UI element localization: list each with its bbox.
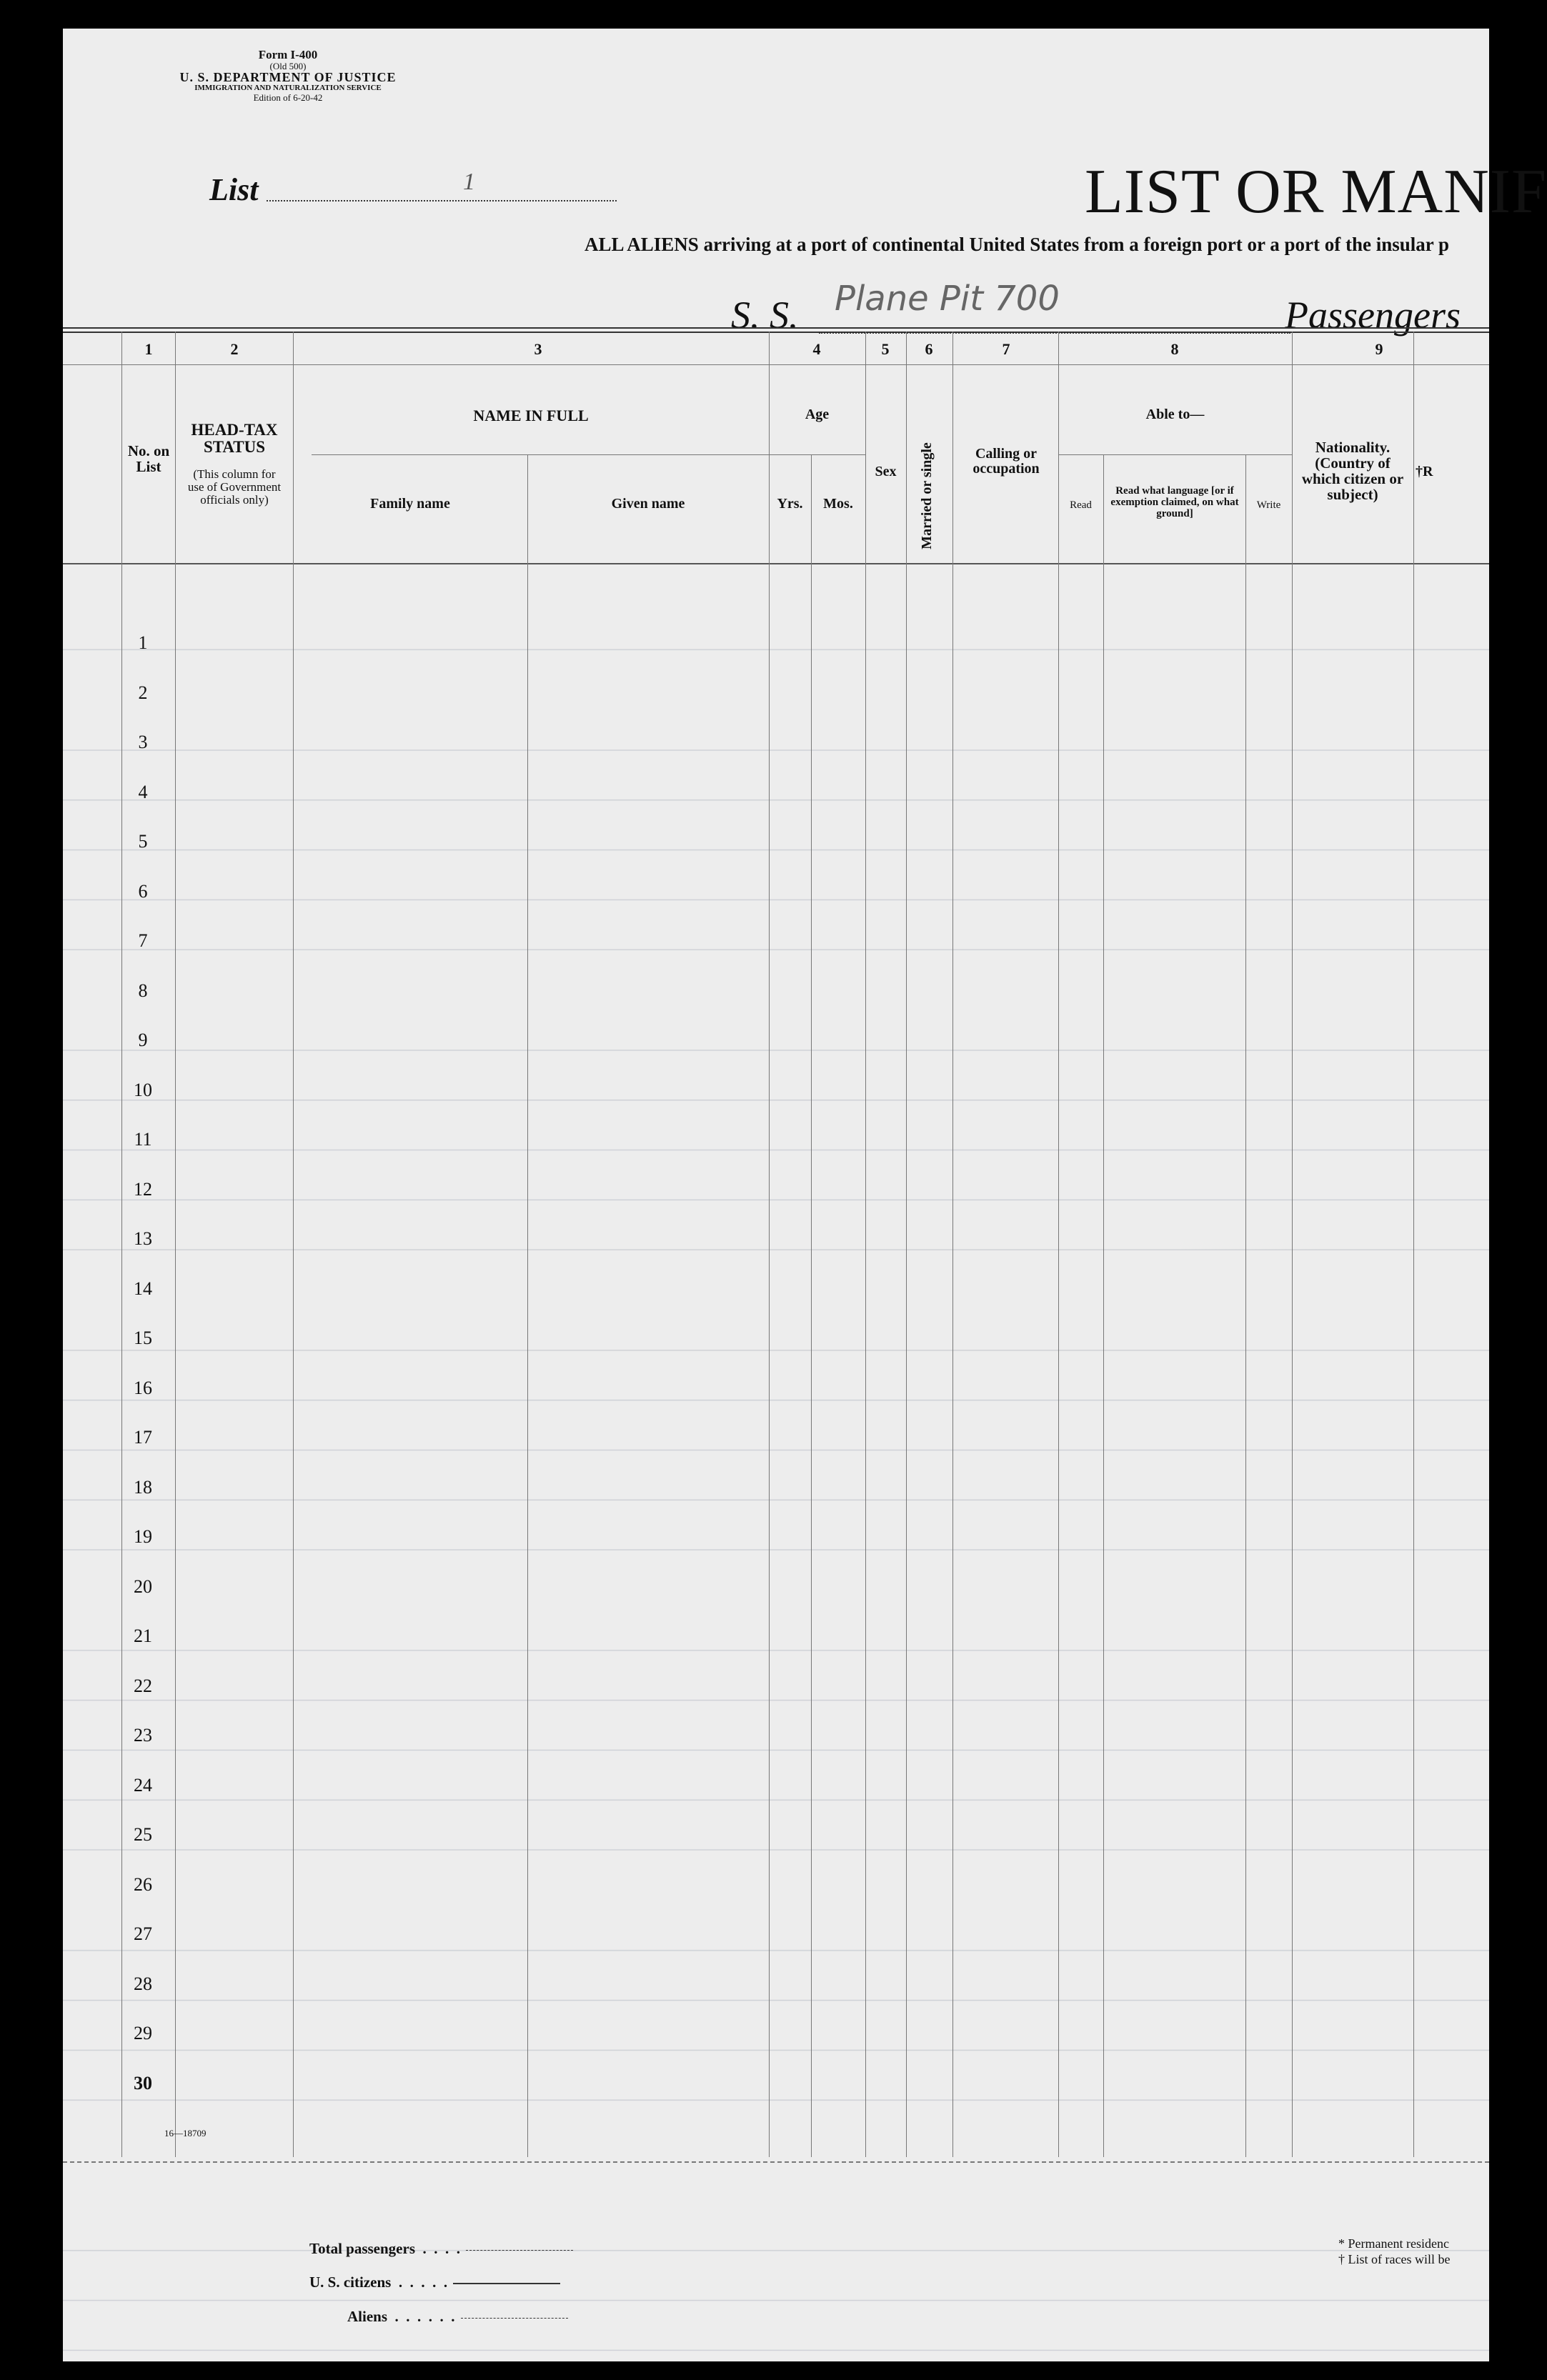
column-number-4: 4 [812, 340, 821, 358]
aliens-label: Aliens [347, 2308, 388, 2325]
note-races: † List of races will be [1338, 2252, 1451, 2266]
read-header: Read [1070, 499, 1092, 511]
age-header: Age [805, 407, 830, 422]
column-number-1: 1 [144, 340, 153, 358]
manifest-page [63, 29, 1547, 2361]
head-tax-header: HEAD-TAX STATUS [191, 421, 278, 457]
calling-header: Calling or occupation [973, 446, 1040, 477]
row-number: 21 [134, 1625, 152, 1646]
passengers-label: Passengers [1285, 294, 1461, 337]
aliens-line: Aliens . . . . . . [347, 2308, 568, 2326]
column-number-3: 3 [534, 340, 542, 358]
service: IMMIGRATION AND NATURALIZATION SERVICE [194, 84, 382, 93]
us-citizens-line: U. S. citizens . . . . . [309, 2274, 560, 2291]
us-citizens-label: U. S. citizens [309, 2274, 392, 2291]
total-passengers-line: Total passengers . . . . [309, 2240, 573, 2258]
no-on-list-header: No. on List [127, 442, 170, 476]
row-number: 30 [134, 2072, 152, 2093]
column-number-8: 8 [1170, 340, 1179, 358]
row-number: 17 [134, 1427, 152, 1448]
column-number-2: 2 [230, 340, 239, 358]
column-number-9: 9 [1375, 340, 1383, 358]
row-number: 3 [138, 732, 148, 752]
list-fill-line [267, 200, 617, 201]
yrs-header: Yrs. [777, 496, 803, 512]
row-number: 26 [134, 1873, 152, 1895]
row-number: 19 [134, 1526, 152, 1547]
row-number: 9 [138, 1030, 148, 1050]
table-top-rule [63, 327, 1489, 329]
row-number: 1 [138, 632, 148, 653]
name-in-full-header: NAME IN FULL [473, 407, 589, 424]
able-subrule [1058, 454, 1292, 455]
family-name-header: Family name [370, 496, 450, 512]
list-label: List [209, 172, 259, 207]
department: U. S. DEPARTMENT OF JUSTICE [179, 70, 397, 85]
row-number: 25 [134, 1824, 152, 1845]
edition: Edition of 6-20-42 [253, 91, 323, 103]
col-line [175, 332, 176, 2157]
col-line [769, 332, 770, 2157]
col-line [293, 332, 294, 2157]
row-number: 20 [134, 1575, 152, 1597]
name-subrule [312, 454, 769, 455]
able-to-header: Able to— [1145, 407, 1205, 422]
row-number: 18 [134, 1476, 152, 1498]
races-header-cut: †R [1416, 464, 1433, 479]
row-number: 29 [134, 2023, 152, 2043]
column-number-7: 7 [1002, 340, 1010, 358]
row-number: 13 [134, 1228, 152, 1249]
list-value: 1 [463, 169, 475, 195]
row-number: 28 [134, 1973, 152, 1994]
vessel-label: S. S. [731, 294, 799, 337]
form-number: Form I-400 [258, 48, 318, 61]
old-form-number: (Old 500) [269, 60, 307, 71]
row-number: 23 [134, 1725, 152, 1746]
col-line [1058, 332, 1059, 2157]
head-tax-note: (This column for use of Government officials only) [187, 467, 282, 507]
row-number: 8 [138, 980, 148, 1001]
sex-header: Sex [875, 464, 897, 479]
row-number: 10 [134, 1079, 152, 1100]
mos-header: Mos. [823, 496, 853, 512]
read-language-header: Read what language [or if exemption claimed, on what ground] [1110, 485, 1239, 519]
print-code: 16—18709 [164, 2128, 207, 2138]
header-bottom-rule [63, 563, 1489, 564]
row-number: 27 [134, 1923, 152, 1944]
vessel-value: Plane Pit 700 [835, 279, 1060, 319]
column-number-6: 6 [925, 340, 933, 358]
page-subtitle: ALL ALIENS arriving at a port of continental United States from a foreign port or a port of the insular p [585, 234, 1450, 255]
column-number-5: 5 [881, 340, 890, 358]
row-number: 4 [138, 781, 148, 802]
col-line [811, 454, 812, 2157]
col-line [906, 332, 907, 2157]
married-header: Married or single [919, 442, 935, 549]
row-number: 24 [134, 1774, 152, 1796]
footer-rule [63, 2161, 1489, 2163]
table-top-rule-2 [63, 332, 1489, 333]
age-subrule [769, 454, 865, 455]
page-title: LIST OR MANIF [1085, 157, 1547, 226]
write-header: Write [1256, 499, 1281, 511]
col-line [952, 332, 953, 2157]
row-number: 5 [138, 831, 148, 852]
row-number: 15 [134, 1328, 152, 1348]
row-number: 2 [138, 682, 148, 703]
row-number: 16 [134, 1377, 152, 1398]
row-number: 22 [134, 1675, 152, 1696]
row-number: 7 [138, 930, 148, 951]
col-line [865, 332, 866, 2157]
nationality-header: Nationality. (Country of which citizen or subject) [1301, 439, 1404, 504]
col-line [1245, 454, 1246, 2157]
row-number: 12 [134, 1178, 152, 1200]
col-line [527, 454, 528, 2157]
form-identification [170, 49, 406, 103]
row-number: 6 [138, 880, 148, 902]
col-line [1413, 332, 1414, 2157]
given-name-header: Given name [611, 496, 685, 512]
row-number: 11 [134, 1129, 152, 1150]
col-line [1103, 454, 1104, 2157]
colnum-rule [63, 364, 1489, 365]
col-line [1292, 332, 1293, 2157]
note-permanent: * Permanent residenc [1338, 2236, 1449, 2251]
row-number: 14 [134, 1278, 152, 1299]
total-passengers-label: Total passengers [309, 2240, 415, 2257]
